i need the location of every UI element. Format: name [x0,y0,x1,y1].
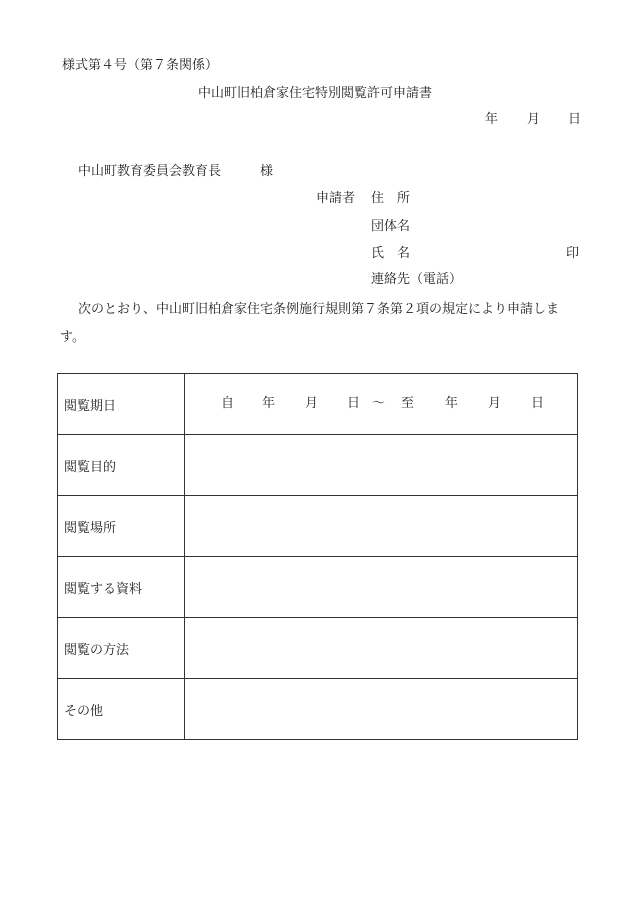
intro-paragraph: 次のとおり、中山町旧柏倉家住宅条例施行規則第７条第２項の規定により申請します。 [60,302,560,345]
period-from-month: 月 [305,396,319,411]
addressee-honorific: 様 [260,164,274,179]
row-label-other: その他 [58,679,185,740]
row-value-viewing-date[interactable] [185,374,578,435]
address-label: 住 所 [371,191,411,206]
table-row [58,374,578,435]
period-to: 至 [401,396,415,411]
form-number: 様式第４号（第７条関係） [62,58,219,73]
row-value-viewing-place[interactable] [185,496,578,557]
period-from-year: 年 [262,396,276,411]
contact-label: 連絡先（電話） [371,272,463,287]
period-range [185,396,577,412]
row-value-materials[interactable] [185,557,578,618]
row-value-method[interactable] [185,618,578,679]
period-to-year: 年 [445,396,459,411]
table-row [58,618,578,679]
addressee-name: 中山町教育委員会教育長 [78,164,222,179]
table-row [58,557,578,618]
row-label-viewing-purpose: 閲覧目的 [58,435,185,496]
table-row [58,496,578,557]
name-label: 氏 名 [371,246,411,261]
period-tilde: ～ [372,396,386,411]
row-value-viewing-purpose[interactable] [185,435,578,496]
table-row [58,435,578,496]
seal-label: 印 [566,246,580,261]
date-day-label: 日 [568,112,582,127]
application-table [57,373,578,740]
table-row [58,679,578,740]
period-to-month: 月 [488,396,502,411]
row-label-viewing-date: 閲覧期日 [58,374,185,435]
organization-label: 団体名 [371,219,411,234]
period-from-day: 日 [347,396,361,411]
date-month-label: 月 [527,112,541,127]
applicant-label: 申請者 [316,191,356,206]
page-title: 中山町旧柏倉家住宅特別閲覧許可申請書 [197,86,432,101]
row-label-viewing-place: 閲覧場所 [58,496,185,557]
row-label-method: 閲覧の方法 [58,618,185,679]
period-to-day: 日 [531,396,545,411]
period-from: 自 [221,396,235,411]
row-value-other[interactable] [185,679,578,740]
row-label-materials: 閲覧する資料 [58,557,185,618]
date-year-label: 年 [485,112,499,127]
